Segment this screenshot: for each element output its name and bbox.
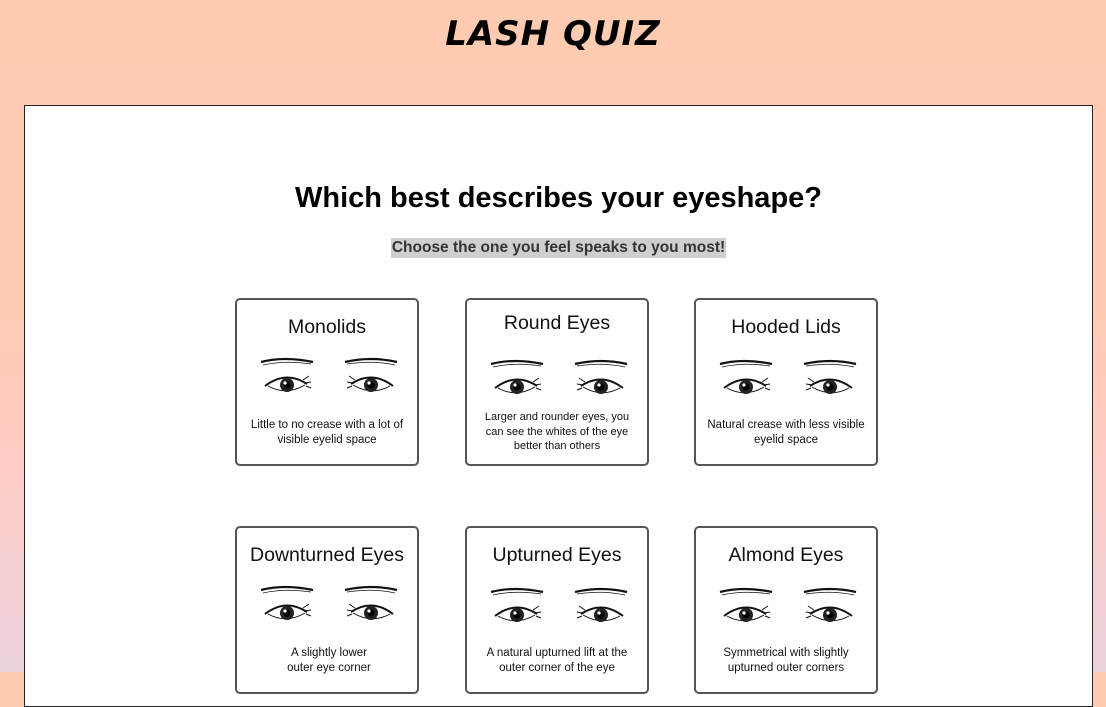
option-description: A natural upturned lift at the outer corner of the eye — [486, 647, 628, 674]
option-card-almond-eyes[interactable] — [694, 526, 878, 694]
option-title: Downturned Eyes — [250, 544, 404, 566]
option-card-hooded-lids[interactable] — [694, 298, 878, 466]
app-title: LASH QUIZ — [445, 14, 661, 54]
almond-eyes-icon — [718, 586, 858, 630]
option-card-upturned-eyes[interactable] — [465, 526, 649, 694]
option-title: Almond Eyes — [728, 544, 844, 566]
question-subtitle: Choose the one you feel speaks to you most! — [391, 239, 726, 256]
round-eyes-icon — [489, 358, 629, 402]
option-title: Monolids — [287, 316, 367, 338]
downturned-eyes-icon — [259, 584, 399, 628]
monolid-eyes-icon — [259, 356, 399, 400]
option-description: Larger and rounder eyes, you can see the whites of the eye better than others — [484, 411, 630, 452]
hooded-eyes-icon — [718, 358, 858, 402]
upturned-eyes-icon — [489, 586, 629, 630]
option-description: Natural crease with less visible eyelid space — [707, 419, 865, 446]
option-title: Round Eyes — [503, 312, 611, 334]
option-title: Upturned Eyes — [492, 544, 622, 566]
option-description: Symmetrical with slightly upturned outer corners — [723, 647, 849, 674]
option-description: A slightly lower outer eye corner — [287, 647, 371, 674]
option-description: Little to no crease with a lot of visible eyelid space — [250, 419, 404, 446]
question-heading: Which best describes your eyeshape? — [294, 182, 822, 214]
option-card-downturned-eyes[interactable] — [235, 526, 419, 694]
option-card-round-eyes[interactable] — [465, 298, 649, 466]
quiz-panel — [24, 105, 1093, 707]
option-card-monolids[interactable] — [235, 298, 419, 466]
option-title: Hooded Lids — [731, 316, 841, 338]
